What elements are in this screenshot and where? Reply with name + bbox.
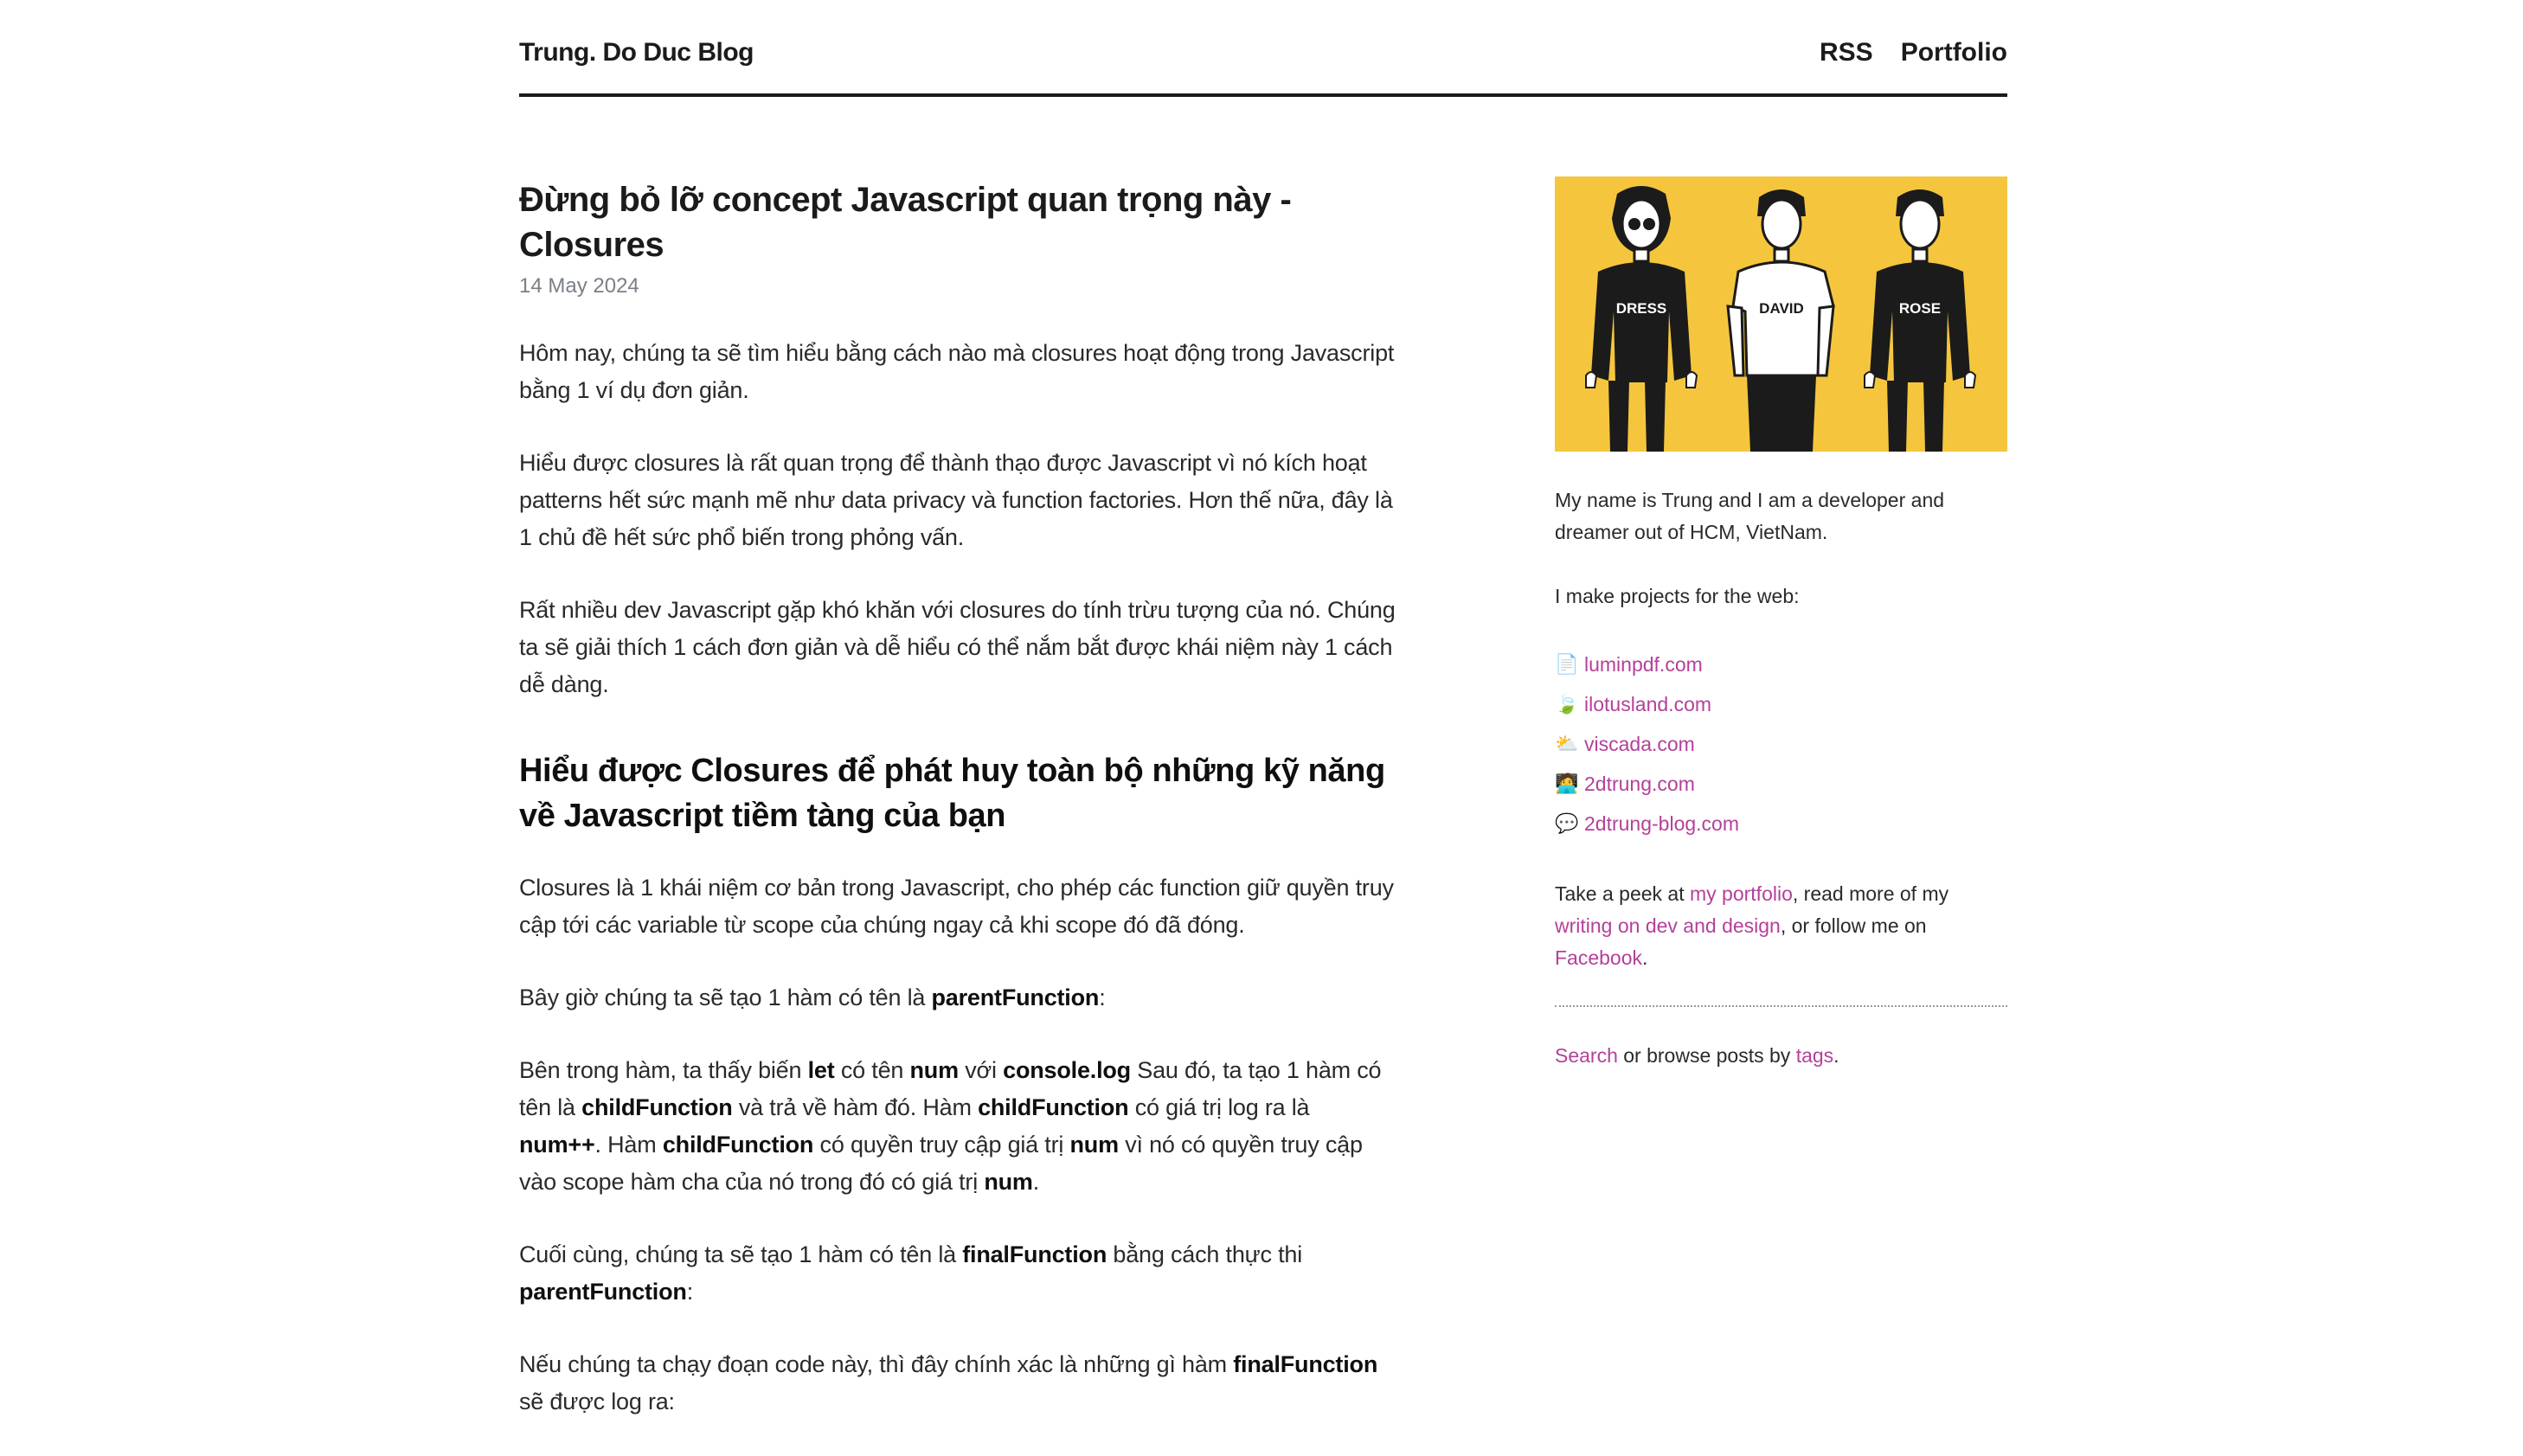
browse-text [1555, 1040, 2007, 1072]
text: . [1642, 946, 1648, 969]
project-link-luminpdf[interactable]: luminpdf.com [1584, 653, 1703, 676]
code-term: num++ [519, 1132, 595, 1158]
post-article [519, 177, 1397, 1456]
text: Take a peek at [1555, 882, 1690, 905]
paragraph-7 [519, 1236, 1397, 1311]
text: : [686, 1279, 694, 1305]
hero-label-center: DAVID [1759, 300, 1804, 317]
sun-cloud-icon: ⛅ [1555, 733, 1579, 754]
writing-link[interactable]: writing on dev and design [1555, 914, 1781, 937]
paragraph-8 [519, 1346, 1397, 1421]
text: và trả về hàm đó. Hàm [732, 1094, 979, 1120]
search-link[interactable]: Search [1555, 1044, 1618, 1067]
text: vì nó có quyền truy cập vào scope hàm cha của nó trong đó có giá trị [519, 1132, 1363, 1195]
projects-intro: I make projects for the web: [1555, 585, 1800, 607]
peek-text [1555, 878, 2007, 974]
paragraph-1: Hôm nay, chúng ta sẽ tìm hiểu bằng cách nào mà closures hoạt động trong Javascript bằng 1 ví dụ đơn giản. [519, 340, 1395, 403]
text: . [1833, 1044, 1839, 1067]
sidebar-divider [1555, 1005, 2007, 1007]
project-link-2dtrung-blog[interactable]: 2dtrung-blog.com [1584, 812, 1739, 835]
text: Sau đó, ta tạo 1 hàm có tên là [519, 1057, 1382, 1120]
hero-illustration [1555, 176, 2007, 452]
code-term: finalFunction [962, 1241, 1107, 1267]
hero-label-right: ROSE [1898, 300, 1942, 317]
text: có tên [834, 1057, 910, 1083]
leaf-icon: 🍃 [1555, 693, 1579, 715]
hero-label-left: DRESS [1615, 300, 1667, 317]
text: Nếu chúng ta chạy đoạn code này, thì đây chính xác là những gì hàm [519, 1351, 1234, 1377]
text: với [958, 1057, 1004, 1083]
nav-portfolio-link[interactable]: Portfolio [1900, 38, 2007, 67]
paragraph-3: Rất nhiều dev Javascript gặp khó khăn với closures do tính trừu tượng của nó. Chúng ta sẽ giải thích 1 cách đơn giản và dễ hiểu có thể nắm bắt được khái niệm này 1 cách dễ dàng. [519, 597, 1396, 697]
text: Cuối cùng, chúng ta sẽ tạo 1 hàm có tên là [519, 1241, 963, 1267]
code-term: childFunction [978, 1094, 1129, 1120]
project-item-2dtrung-blog [1555, 804, 2007, 843]
post-title: Đừng bỏ lỡ concept Javascript quan trọng này - Closures [519, 181, 1292, 264]
project-list [1555, 645, 2007, 843]
code-term: childFunction [581, 1094, 733, 1120]
text: . [1032, 1169, 1040, 1195]
document-icon: 📄 [1555, 653, 1579, 675]
code-term: parentFunction [519, 1279, 687, 1305]
section-heading: Hiểu được Closures để phát huy toàn bộ những kỹ năng về Javascript tiềm tàng của bạn [519, 753, 1385, 834]
text: Bên trong hàm, ta thấy biến [519, 1057, 808, 1083]
text: : [1099, 985, 1106, 1010]
text: bằng cách thực thi [1107, 1241, 1303, 1267]
project-item-ilotusland [1555, 684, 2007, 724]
paragraph-2: Hiểu được closures là rất quan trọng để thành thạo được Javascript vì nó kích hoạt patterns hết sức mạnh mẽ như data privacy và function factories. Hơn thế nữa, đây là 1 chủ đề hết sức phổ biến trong phỏng vấn. [519, 450, 1393, 550]
code-term: parentFunction [931, 985, 1100, 1010]
text: , read more of my [1792, 882, 1949, 905]
project-item-2dtrung [1555, 764, 2007, 804]
paragraph-6 [519, 1052, 1397, 1201]
speech-bubble-icon: 💬 [1555, 812, 1579, 834]
text: . Hàm [594, 1132, 663, 1158]
paragraph-5 [519, 979, 1397, 1017]
text: sẽ được log ra: [519, 1389, 675, 1414]
nav-rss-link[interactable]: RSS [1820, 38, 1873, 67]
technologist-icon: 🧑‍💻 [1555, 773, 1579, 794]
post-date: 14 May 2024 [519, 274, 639, 298]
sidebar [1555, 176, 2007, 1072]
site-title-link[interactable]: Trung. Do Duc Blog [519, 38, 754, 67]
facebook-link[interactable]: Facebook [1555, 946, 1643, 969]
project-link-viscada[interactable]: viscada.com [1584, 733, 1695, 755]
three-people-illustration [1555, 176, 2007, 452]
code-term: num [909, 1057, 959, 1083]
tags-link[interactable]: tags [1795, 1044, 1834, 1067]
project-link-2dtrung[interactable]: 2dtrung.com [1584, 773, 1695, 795]
code-term: let [807, 1057, 835, 1083]
text: Bây giờ chúng ta sẽ tạo 1 hàm có tên là [519, 985, 932, 1010]
code-term: console.log [1003, 1057, 1131, 1083]
paragraph-4: Closures là 1 khái niệm cơ bản trong Javascript, cho phép các function giữ quyền truy cập tới các variable từ scope của chúng ngay cả khi scope đó đã đóng. [519, 875, 1394, 938]
site-header [519, 33, 2007, 97]
project-link-ilotusland[interactable]: ilotusland.com [1584, 693, 1712, 715]
code-term: num [984, 1169, 1033, 1195]
top-nav [1820, 38, 2007, 67]
author-intro: My name is Trung and I am a developer and dreamer out of HCM, VietNam. [1555, 489, 1945, 543]
text: có quyền truy cập giá trị [813, 1132, 1070, 1158]
my-portfolio-link[interactable]: my portfolio [1690, 882, 1793, 905]
text: , or follow me on [1780, 914, 1927, 937]
text: có giá trị log ra là [1128, 1094, 1310, 1120]
project-item-luminpdf [1555, 645, 2007, 684]
code-term: childFunction [662, 1132, 814, 1158]
code-term: finalFunction [1233, 1351, 1378, 1377]
code-term: num [1069, 1132, 1119, 1158]
text: or browse posts by [1617, 1044, 1796, 1067]
project-item-viscada [1555, 724, 2007, 764]
